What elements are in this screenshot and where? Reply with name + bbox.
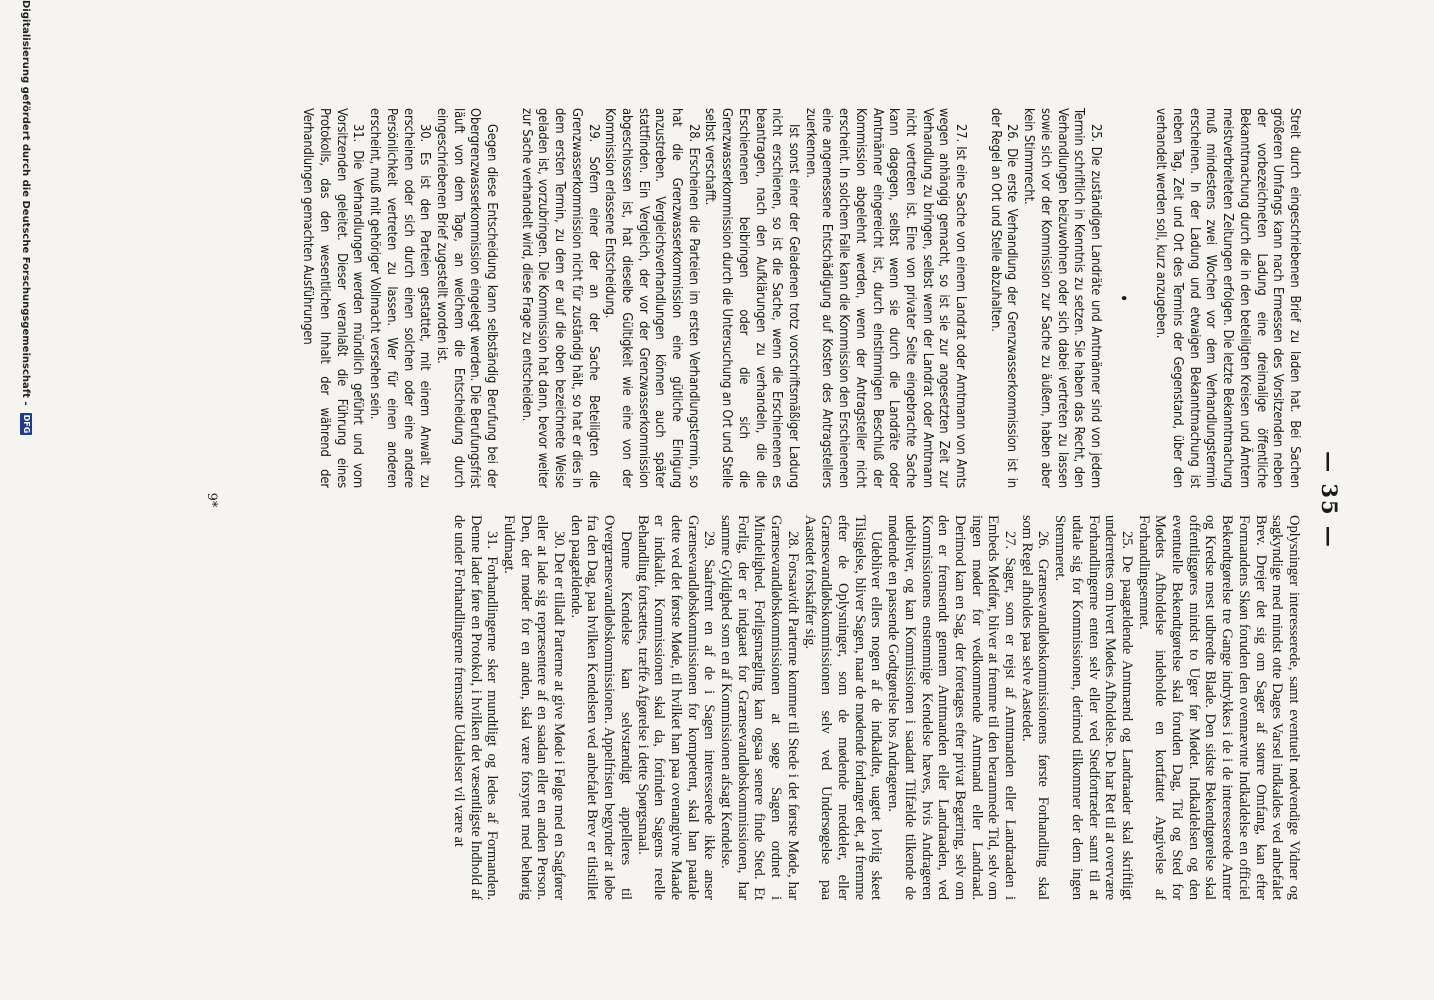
- german-paragraph: 27. Ist eine Sache von einem Landrat oder Amtmann von Amts wegen anhängig gemacht, so ist sie zur angesetzten Zeit zur Verhandlung zu bringen, selbst wenn der Landrat oder Amtmann nicht vertreten ist. Eine von privater Seite eingebrachte Sache kann dagegen, selbst wenn sie durch die Landräte oder Amtmänner eingereicht ist, durch einstimmigen Beschluß der Kommission abgelehnt werden, wenn der Antragsteller nicht erscheint. In solchem Falle kann die Kommission den Erschienenen eine angemessene Entschädigung auf Kosten des Antragstellers zuerkennen.: [802, 108, 969, 488]
- german-paragraph: Streit durch eingeschriebenen Brief zu laden hat. Bei Sachen größeren Umfangs kann nach Ermessen des Vorsitzenden neben der vorbezeichneten Ladung eine dreimalige öffentliche Bekanntmachung durch die in den beteiligten Kreisen und Ämtern meistverbreiteten Zeitungen erfolgen. Die letzte Bekanntmachung muß mindestens zwei Wochen vor dem Verhandlungstermin erscheinen. In der Ladung und etwaigen Bekanntmachung ist neben Tag, Zeit und Ort des Termins der Gegenstand, über den verhandelt werden soll, kurz anzugeben.: [1153, 108, 1302, 488]
- german-paragraph: 28. Erscheinen die Parteien im ersten Verhandlungstermin, so hat die Grenzwasserkommission eine gütliche Einigung anzustreben. Vergleichsverhandlungen können auch später stattfinden. Ein Vergleich, der vor der Grenzwasserkommission abgeschlossen ist, hat dieselbe Gültigkeit wie eine von der Kommission erlassene Entscheidung.: [602, 108, 701, 488]
- separator-dot: •: [1114, 294, 1130, 302]
- danish-paragraph: 27. Sager, som er rejst af Amtmanden eller Landraaden i Embeds Medfør, bliver at fremme til den berammede Tid, selv om ingen møder for vedkommende Amtmand eller Landraad. Derimod kan en Sag, der foretages efter privat Begæring, selv om den er fremsendt gennem Amtmanden eller Landraaden, ved Kommissionens enstemmige Kendelse hæves, hvis Andrageren udebliver, og kan Kommissionen i saadant Tilfælde tilkende de mødende en passende Godtgørelse hos Andrageren.: [885, 515, 1019, 900]
- german-paragraph: Ist sonst einer der Geladenen trotz vorschriftsmäßiger Ladung nicht erschienen, so ist die Sache, wenn die Erschienenen es beantragen, nach den Aufklärungen zu verhandeln, die die Erschienenen beibringen oder die sich die Grenzwasserkommission durch die Untersuchung an Ort und Stelle selbst verschafft.: [702, 108, 802, 488]
- danish-paragraph: 31. Forhandlingerne sker mundtligt og ledes af Formanden. Denne lader føre en Protokol, i hvilken det væsentligste Indhold af de under Forhandlingerne fremsatte Udtalelser vil være at: [450, 515, 501, 900]
- danish-paragraph: 30. Det er tilladt Parterne at give Møde i Følge med en Sagfører eller at lade sig repræsentere af en saadan eller en anden Person. Den, der møder for en anden, skal være forsynet med behørig Fuldmagt.: [500, 515, 568, 900]
- german-paragraph: 29. Sofern einer der an der Sache Beteiligten die Grenzwasserkommission nicht für zuständig hält, so hat er dies in dem ersten Termin, zu dem er auf die oben bezeichnete Weise geladen ist, vorzubringen. Die Kommission hat dann, bevor weiter zur Sache verhandelt wird, diese Frage zu entscheiden.: [518, 108, 601, 488]
- german-paragraph: 26. Die erste Verhandlung der Grenzwasserkommission ist in der Regel an Ort und Stelle abzuhalten.: [987, 108, 1020, 488]
- danish-paragraph: Denne Kendelse kan selvstændigt appelleres til Overgrænsevandløbskommissionen. Appelfristen begynder at løbe fra den Dag, paa hvilken Kendelsen ved anbefalet Brev er tilstillet den paagældende.: [567, 515, 634, 900]
- page-number: — 35 —: [1317, 451, 1342, 549]
- danish-paragraph: Oplysninger interesserede, samt eventuelt nødvendige Vidner og sagkyndige med mindst otte Dages Varsel indkaldes ved anbefalet Brev. Drejer det sig om Sager af større Omfang, kan efter Formandens Skøn foruden den ovennævnte Indkaldelse en officiel Bekendtgørelse tre Gange indrykkes i de i de interesserede Amter og Kredse mest udbredte Blade. Den sidste Bekendtgørelse skal offentliggøres mindst to Uger før Mødet. Indkaldelsen og den eventuelle Bekendtgørelse skal foruden Dag, Tid og Sted for Mødets Afholdelse indeholde en kortfattet Angivelse af Forhandlingsemnet.: [1135, 515, 1302, 900]
- german-paragraph: 31. Die Verhandlungen werden mündlich geführt und vom Vorsitzenden geleitet. Dieser veranlaßt die Führung eines Protokolls, das den wesentlichen Inhalt der während der Verhandlungen gemachten Ausführungen: [300, 108, 366, 488]
- german-paragraph: 30. Es ist den Parteien gestattet, mit einem Anwalt zu erscheinen oder sich durch einen solchen oder eine andere Persönlichkeit vertreten zu lassen. Wer für einen anderen erscheint, muß mit gehöriger Vollmacht versehen sein.: [367, 108, 433, 488]
- danish-text-column: [262, 515, 1302, 900]
- footer-text: Digitalisierung gefördert durch die Deutsche Forschungsgemeinschaft -: [20, 0, 31, 406]
- danish-paragraph: Udebliver ellers nogen af de indkaldte, uagtet lovlig skeet Tilsigelse, bliver Sagen, naar de mødende forlanger det, at fremme efter de Oplysninger, som de mødende meddeler, eller Grænsevandløbskommissionen selv ved Undersøgelse paa Aastedet forskaffer sig.: [801, 515, 885, 900]
- signature-mark: 9*: [204, 492, 219, 508]
- danish-paragraph: 28. Forsaavidt Parterne kommer til Stede i det første Møde, har Grænsevandløbskommissionen at søge Sagen ordnet i Mindelighed. Forligsmægling kan ogsaa senere finde Sted. Et Forlig, der er indgaaet for Grænsevandløbskommissionen, har samme Gyldighed som en af Kommissionen afsagt Kendelse.: [718, 515, 801, 900]
- danish-paragraph: 26. Grænsevandløbskommissionens første Forhandling skal som Regel afholdes paa selve Aastedet.: [1018, 515, 1052, 900]
- german-text-column: [262, 108, 1302, 488]
- german-paragraph: 25. Die zuständigen Landräte und Amtmänner sind von jedem Termin schriftlich in Kenntnis zu setzen. Sie haben das Recht, den Verhandlungen beizuwohnen oder sich dabei vertreten zu lassen sowie sich vor der Kommission zur Sache zu äußern, haben aber kein Stimmrecht.: [1021, 108, 1103, 488]
- german-paragraph: Gegen diese Entscheidung kann selbständig Berufung bei der Obergrenzwasserkommission eingelegt werden. Die Berufungsfrist läuft von dem Tage, an welchem die Entscheidung durch eingeschriebenen Brief zugestellt worden ist.: [433, 108, 500, 488]
- dfg-logo-icon: DFG: [22, 414, 31, 434]
- danish-paragraph: 25. De paagældende Amtmænd og Landraader skal skriftligt underrettes om hvert Mødes Afholdelse. De har Ret til at overvære Forhandlingerne enten selv eller ved Stedfortræder samt til at udtale sig for Kommissionen, derimod tilkommer der dem ingen Stemmeret.: [1052, 515, 1135, 900]
- danish-paragraph: 29. Saafremt en af de i Sagen interesserede ikke anser Grænsevandløbskommissionen for kompetent, skal han paatale dette ved det første Møde, til hvilket han paa ovenangivne Maade er indkaldt. Kommissionen skal da, forinden Sagens reelle Behandling fortsættes, træffe Afgørelse i dette Spørgsmaal.: [634, 515, 718, 900]
- digitization-footer: [20, 0, 32, 435]
